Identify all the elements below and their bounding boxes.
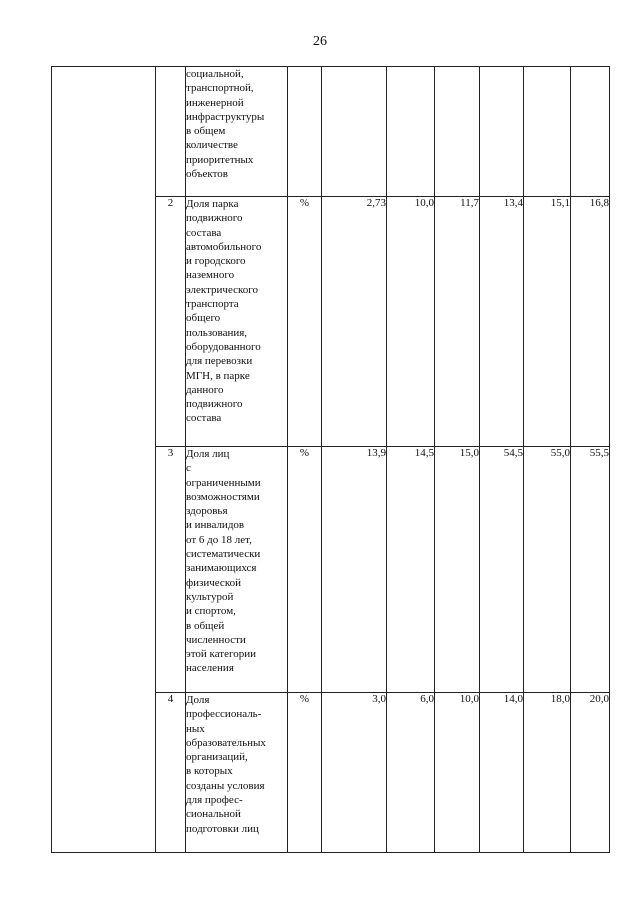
indicator-name-line: созданы условия <box>186 779 265 792</box>
value-cell: 11,7 <box>435 197 480 447</box>
value-cell: 6,0 <box>387 693 435 853</box>
value-cell: 55,5 <box>571 447 610 693</box>
indicator-name-line: приоритетных <box>186 153 254 166</box>
value-cell <box>435 67 480 197</box>
unit-cell <box>288 67 322 197</box>
table-body <box>52 67 610 853</box>
blank-column-cell <box>52 67 156 853</box>
indicator-name-line: систематически <box>186 548 261 561</box>
indicator-name-line: в общем <box>186 125 226 138</box>
value-cell <box>571 67 610 197</box>
indicator-name-line: объектов <box>186 168 228 181</box>
value-cell: 14,5 <box>387 447 435 693</box>
value-cell: 13,4 <box>480 197 524 447</box>
row-number-cell: 3 <box>156 447 186 693</box>
table-row <box>52 67 610 197</box>
indicator-name-cell <box>186 67 288 197</box>
unit-cell: % <box>288 197 322 447</box>
indicator-name-cell <box>186 447 288 693</box>
indicator-name-line: культурой <box>186 590 234 603</box>
value-cell: 18,0 <box>524 693 571 853</box>
row-number-cell <box>156 67 186 197</box>
indicator-name-line: с <box>186 462 191 475</box>
indicator-name-line: подготовки лиц <box>186 822 259 835</box>
indicator-name-line: ных <box>186 722 205 735</box>
indicator-name-line: организаций, <box>186 751 248 764</box>
indicator-name-line: Доля лиц <box>186 448 230 460</box>
row-number-cell: 2 <box>156 197 186 447</box>
indicator-name-line: в которых <box>186 765 233 778</box>
indicator-name-line: образовательных <box>186 736 266 749</box>
indicator-name-line: инфраструктуры <box>186 110 265 123</box>
indicator-name-line: численности <box>186 633 246 646</box>
indicator-name-line: состава <box>186 226 222 239</box>
indicator-name-line: автомобильного <box>186 240 262 253</box>
indicator-name-cell <box>186 693 288 853</box>
indicator-name-line: оборудованного <box>186 340 261 353</box>
indicator-name-line: от 6 до 18 лет, <box>186 533 252 546</box>
indicator-name-line: для перевозки <box>186 355 253 368</box>
value-cell: 10,0 <box>387 197 435 447</box>
indicator-name-line: Доля парка <box>186 198 239 210</box>
indicator-name-line: и спортом, <box>186 605 236 618</box>
value-cell: 2,73 <box>322 197 387 447</box>
indicator-name-line: пользования, <box>186 326 248 339</box>
indicator-name-line: Доля <box>186 694 210 706</box>
value-cell: 54,5 <box>480 447 524 693</box>
indicator-name-line: здоровья <box>186 505 228 518</box>
indicator-name-line: возможностями <box>186 490 260 503</box>
indicator-name-line: транспортной, <box>186 82 254 95</box>
value-cell: 15,1 <box>524 197 571 447</box>
value-cell: 20,0 <box>571 693 610 853</box>
row-number-cell: 4 <box>156 693 186 853</box>
value-cell: 10,0 <box>435 693 480 853</box>
indicator-name-line: в общей <box>186 619 225 632</box>
indicator-name-line: ограниченными <box>186 476 261 489</box>
indicator-name-line: населения <box>186 662 234 675</box>
indicator-name-line: занимающихся <box>186 562 257 575</box>
value-cell <box>524 67 571 197</box>
value-cell <box>480 67 524 197</box>
indicator-name-line: общего <box>186 312 221 325</box>
indicator-name-line: для профес- <box>186 794 243 807</box>
indicator-name-line: социальной, <box>186 68 244 80</box>
unit-cell: % <box>288 447 322 693</box>
indicator-name-line: МГН, в парке <box>186 369 250 382</box>
indicator-name-line: и городского <box>186 255 246 268</box>
value-cell: 14,0 <box>480 693 524 853</box>
indicator-name-line: профессиональ- <box>186 708 262 721</box>
value-cell <box>322 67 387 197</box>
indicator-name-line: этой категории <box>186 648 256 661</box>
indicator-name-cell <box>186 197 288 447</box>
indicator-name-line: инженерной <box>186 96 244 109</box>
value-cell: 55,0 <box>524 447 571 693</box>
value-cell <box>387 67 435 197</box>
indicator-name-line: транспорта <box>186 298 239 311</box>
indicator-name-line: подвижного <box>186 398 243 411</box>
indicator-name-line: количестве <box>186 139 238 152</box>
indicator-name-line: сиональной <box>186 808 241 821</box>
value-cell: 13,9 <box>322 447 387 693</box>
value-cell: 3,0 <box>322 693 387 853</box>
unit-cell: % <box>288 693 322 853</box>
indicator-name-line: состава <box>186 412 222 425</box>
indicator-name-line: данного <box>186 383 224 396</box>
indicator-name-line: и инвалидов <box>186 519 245 532</box>
page-number: 26 <box>313 34 327 49</box>
value-cell: 16,8 <box>571 197 610 447</box>
indicator-name-line: электрического <box>186 283 259 296</box>
indicator-name-line: наземного <box>186 269 235 282</box>
indicators-table <box>51 66 610 853</box>
indicator-name-line: физической <box>186 576 241 589</box>
indicator-name-line: подвижного <box>186 212 243 225</box>
value-cell: 15,0 <box>435 447 480 693</box>
